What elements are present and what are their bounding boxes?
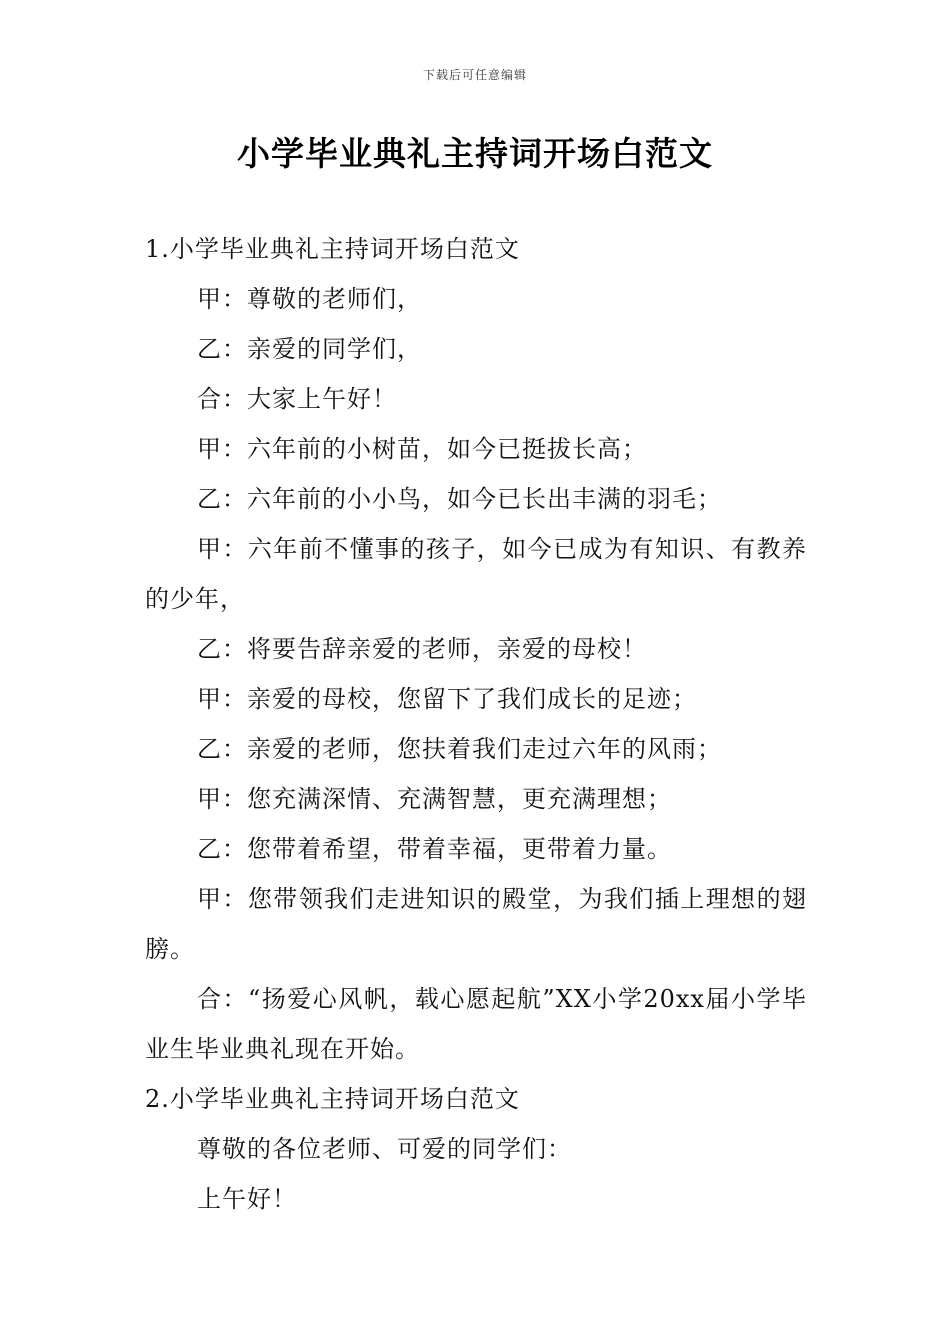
section-heading-1: 1.小学毕业典礼主持词开场白范文 — [145, 235, 520, 263]
paragraph: 尊敬的各位老师、可爱的同学们： — [197, 1135, 572, 1163]
paragraph: 乙：六年前的小小鸟，如今已长出丰满的羽毛； — [197, 485, 722, 513]
paragraph: 合：大家上午好！ — [197, 385, 397, 413]
paragraph: 乙：亲爱的老师，您扶着我们走过六年的风雨； — [197, 735, 722, 763]
document-body — [145, 224, 807, 1224]
paragraph: 甲：您充满深情、充满智慧，更充满理想； — [197, 785, 672, 813]
section-heading-2: 2.小学毕业典礼主持词开场白范文 — [145, 1085, 520, 1113]
paragraph: 乙：亲爱的同学们， — [197, 335, 422, 363]
paragraph: 乙：您带着希望，带着幸福，更带着力量。 — [197, 835, 672, 863]
paragraph: 甲：您带领我们走进知识的殿堂，为我们插上理想的翅膀。 — [145, 885, 807, 963]
paragraph: 上午好！ — [197, 1185, 297, 1213]
paragraph: 甲：亲爱的母校，您留下了我们成长的足迹； — [197, 685, 697, 713]
paragraph: 甲：六年前的小树苗，如今已挺拔长高； — [197, 435, 647, 463]
document-title: 小学毕业典礼主持词开场白范文 — [237, 134, 713, 173]
paragraph: 甲：尊敬的老师们， — [197, 285, 422, 313]
paragraph: 乙：将要告辞亲爱的老师，亲爱的母校！ — [197, 635, 647, 663]
paragraph: 合：“扬爱心风帆，载心愿起航”XX小学20xx届小学毕业生毕业典礼现在开始。 — [145, 985, 807, 1063]
header-note: 下载后可任意编辑 — [422, 68, 527, 82]
paragraph: 甲：六年前不懂事的孩子，如今已成为有知识、有教养的少年， — [145, 535, 807, 613]
